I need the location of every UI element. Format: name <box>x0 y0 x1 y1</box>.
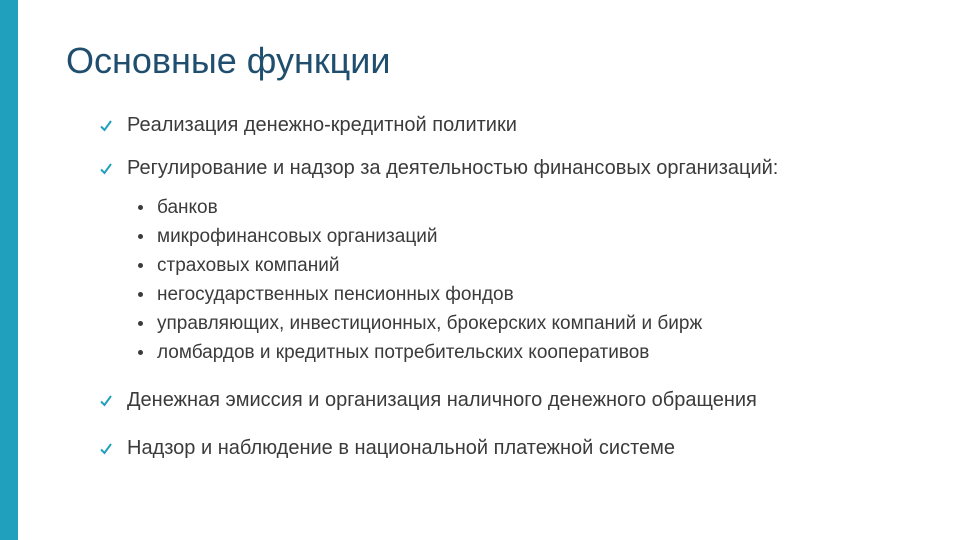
function-item-regulation <box>100 157 778 180</box>
list-item <box>138 222 702 251</box>
checkmark-icon <box>100 394 112 408</box>
checkmark-icon <box>100 119 112 133</box>
list-item-label: управляющих, инвестиционных, брокерских компаний и бирж <box>157 312 703 334</box>
function-item-monetary-policy <box>100 114 517 137</box>
list-item <box>138 280 702 309</box>
list-item-label: страховых компаний <box>157 254 340 276</box>
list-item <box>138 251 702 280</box>
bullet-icon <box>138 350 143 355</box>
bullet-icon <box>138 205 143 210</box>
checkmark-icon <box>100 442 112 456</box>
list-item <box>138 338 702 367</box>
list-item <box>138 193 702 222</box>
bullet-icon <box>138 234 143 239</box>
regulated-organizations-list <box>138 193 702 367</box>
list-item-label: банков <box>157 196 218 218</box>
function-item-label: Регулирование и надзор за деятельностью финансовых организаций: <box>127 157 779 179</box>
function-item-label: Надзор и наблюдение в национальной платежной системе <box>127 437 676 459</box>
list-item-label: микрофинансовых организаций <box>157 225 438 247</box>
accent-bar <box>0 0 18 540</box>
bullet-icon <box>138 321 143 326</box>
list-item <box>138 309 702 338</box>
checkmark-icon <box>100 162 112 176</box>
bullet-icon <box>138 292 143 297</box>
function-item-label: Реализация денежно-кредитной политики <box>127 114 517 136</box>
function-item-label: Денежная эмиссия и организация наличного денежного обращения <box>127 389 757 411</box>
function-item-payment-system <box>100 437 675 460</box>
slide-title: Основные функции <box>66 40 391 81</box>
function-item-emission <box>100 389 757 412</box>
list-item-label: ломбардов и кредитных потребительских кооперативов <box>157 341 650 363</box>
bullet-icon <box>138 263 143 268</box>
list-item-label: негосударственных пенсионных фондов <box>157 283 514 305</box>
